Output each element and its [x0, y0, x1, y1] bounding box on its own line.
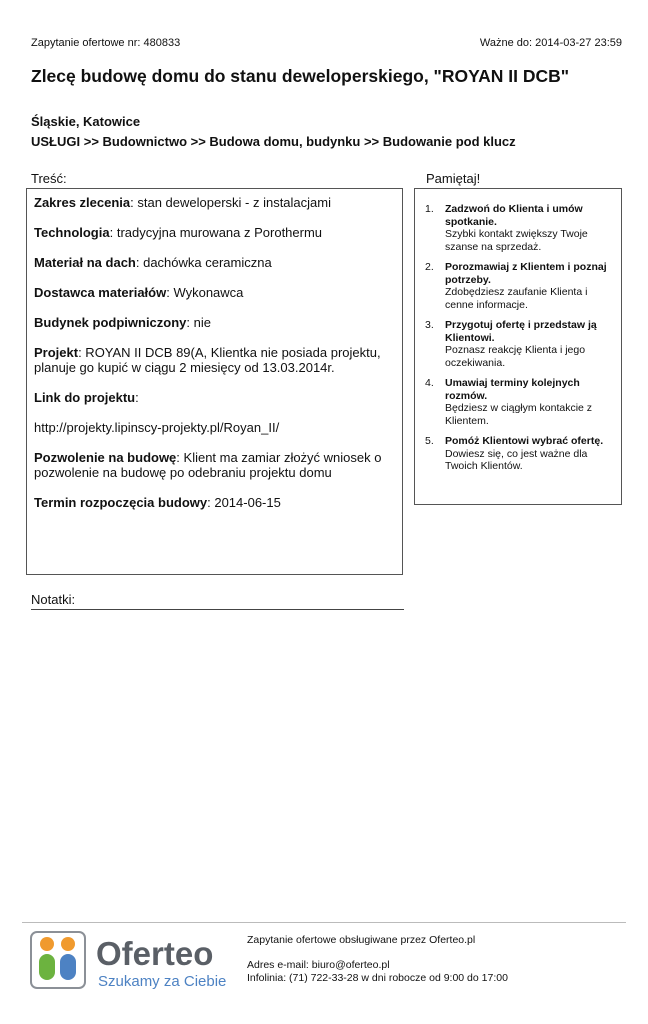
reminder-text: Będziesz w ciągłym kontakcie z Klientem. — [445, 402, 593, 427]
logo-wordmark: Oferteo — [96, 935, 214, 972]
reminder-title: Zadzwoń do Klienta i umów spotkanie. — [445, 203, 583, 228]
reminder-number: 1. — [425, 203, 434, 215]
reminders-label: Pamiętaj! — [426, 171, 481, 186]
field-project — [34, 345, 395, 375]
project-url-text[interactable]: http://projekty.lipinscy-projekty.pl/Royan_II/ — [34, 420, 280, 435]
field-roof-material — [34, 255, 395, 270]
field-label: Zakres zlecenia — [34, 195, 131, 210]
field-value: : dachówka ceramiczna — [135, 255, 272, 270]
request-number: Zapytanie ofertowe nr: 480833 — [31, 37, 181, 49]
notes-line — [31, 609, 404, 610]
footer-info — [247, 934, 508, 985]
reminder-title: Umawiaj terminy kolejnych rozmów. — [445, 377, 580, 402]
content-label: Treść: — [31, 171, 67, 186]
field-building-permit — [34, 450, 395, 480]
footer-hotline: Infolinia: (71) 722-33-28 w dni robocze od 9:00 do 17:00 — [247, 972, 508, 984]
field-value: : nie — [186, 315, 211, 330]
field-value: : tradycyjna murowana z Porothermu — [109, 225, 323, 240]
reminder-item — [425, 377, 613, 427]
field-label: Pozwolenie na budowę — [34, 450, 177, 465]
field-label: Materiał na dach — [34, 255, 136, 270]
field-value: : ROYAN II DCB 89(A, Klientka nie posiada projektu, planuje go kupić w ciągu 2 miesięcy od 13.03.2014r. — [34, 345, 381, 375]
logo-dot-orange — [61, 937, 75, 951]
reminder-number: 4. — [425, 377, 434, 389]
field-value: : Wykonawca — [166, 285, 244, 300]
oferteo-logo — [30, 931, 240, 991]
field-value: : Klient ma zamiar złożyć wniosek o pozwolenie na budowę po odebraniu projektu domu — [34, 450, 382, 480]
field-label: Budynek podpiwniczony — [34, 315, 187, 330]
field-label: Projekt — [34, 345, 79, 360]
field-supplier — [34, 285, 395, 300]
field-basement — [34, 315, 395, 330]
content-box — [26, 188, 403, 575]
field-start-date — [34, 495, 395, 510]
footer-email: Adres e-mail: biuro@oferteo.pl — [247, 959, 390, 971]
field-value: : stan deweloperski - z instalacjami — [130, 195, 331, 210]
field-label: Technologia — [34, 225, 110, 240]
reminder-item — [425, 435, 613, 473]
field-label: Link do projektu — [34, 390, 136, 405]
page-title: Zlecę budowę domu do stanu deweloperskiego, "ROYAN II DCB" — [31, 66, 570, 86]
reminder-text: Poznasz reakcję Klienta i jego oczekiwania. — [445, 344, 586, 369]
reminder-item — [425, 203, 613, 253]
footer-service-line: Zapytanie ofertowe obsługiwane przez Oferteo.pl — [247, 934, 476, 946]
field-value: : 2014-06-15 — [207, 495, 281, 510]
location: Śląskie, Katowice — [31, 114, 141, 129]
logo-frame — [31, 932, 85, 988]
reminder-text: Zdobędziesz zaufanie Klienta i cenne informacje. — [445, 286, 588, 311]
field-label: Dostawca materiałów — [34, 285, 167, 300]
valid-until: Ważne do: 2014-03-27 23:59 — [479, 37, 622, 49]
reminders-box — [414, 188, 622, 505]
reminder-text: Dowiesz się, co jest ważne dla Twoich Klientów. — [445, 447, 588, 472]
field-scope — [34, 195, 395, 210]
reminder-title: Pomóż Klientowi wybrać ofertę. — [445, 435, 604, 447]
field-label: Termin rozpoczęcia budowy — [34, 495, 208, 510]
reminder-number: 2. — [425, 261, 434, 273]
field-project-link — [34, 390, 395, 405]
reminder-title: Porozmawiaj z Klientem i poznaj potrzeby. — [445, 261, 607, 286]
logo-figure-blue — [60, 954, 76, 980]
reminder-item — [425, 261, 613, 311]
reminder-title: Przygotuj ofertę i przedstaw ją Klientowi. — [445, 319, 597, 344]
footer-divider — [22, 922, 626, 923]
logo-figure-green — [39, 954, 55, 980]
project-url — [34, 420, 395, 435]
logo-tagline: Szukamy za Ciebie — [98, 973, 227, 990]
reminder-text: Szybki kontakt zwiększy Twoje szanse na sprzedaż. — [445, 228, 588, 253]
breadcrumb: USŁUGI >> Budownictwo >> Budowa domu, budynku >> Budowanie pod klucz — [31, 134, 516, 149]
reminder-number: 3. — [425, 319, 434, 331]
reminder-number: 5. — [425, 435, 434, 447]
notes-label: Notatki: — [31, 592, 76, 607]
reminder-item — [425, 319, 613, 369]
field-value: : — [135, 390, 139, 405]
logo-dot-orange — [40, 937, 54, 951]
field-technology — [34, 225, 395, 240]
